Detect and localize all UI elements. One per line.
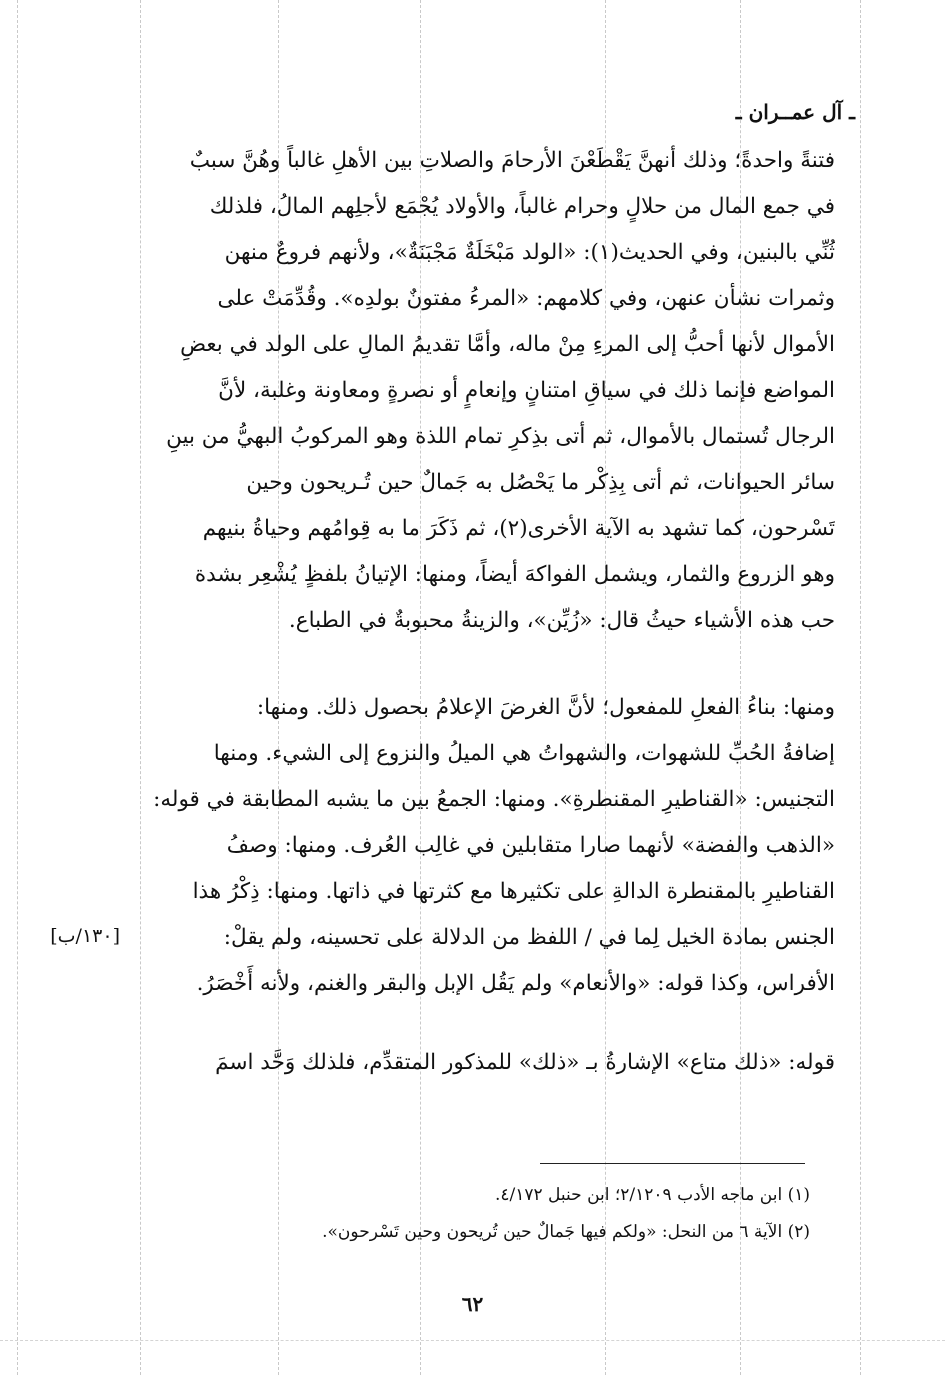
text-line: فتنةً واحدةً؛ وذلك أنهنَّ يَقْطَعْنَ الأرحامَ والصلاتِ بين الأهلِ غالباً وهُنَّ سببٌ: [189, 148, 835, 173]
text-line: الجنس بمادة الخيل لِما في / اللفظ من الدلالة على تحسينه، ولم يقلْ:: [223, 925, 835, 950]
text-line: قوله: «ذلك متاع» الإشارةُ بـ «ذلك» للمذكور المتقدِّم، فلذلك وَحَّد اسمَ: [215, 1050, 835, 1075]
paragraph: [110, 685, 835, 1007]
text-line: «الذهب والفضة» لأنهما صارا متقابلين في غالِب العُرف. ومنها: وصفُ: [226, 833, 835, 858]
text-line: القناطيرِ بالمقنطرة الدالةِ على تكثيرها مع كثرتها في ذاتها. ومنها: ذِكْرُ هذا: [192, 879, 835, 904]
text-line: الرجال تُستمال بالأموال، ثم أتى بذِكرِ تمام اللذة وهو المركوبُ البهيُّ من بينِ: [166, 424, 835, 449]
text-line: ومنها: بناءُ الفعلِ للمفعول؛ لأنَّ الغرضَ الإعلامُ بحصول ذلك. ومنها:: [256, 695, 835, 720]
running-header: ـ آل عمــران ـ: [735, 100, 855, 124]
paragraph: [110, 138, 835, 644]
footnote: (٢) الآية ٦ من النحل: «ولكم فيها جَمالٌ حين تُريحون وحين تَسْرحون».: [322, 1222, 810, 1242]
text-line: حب هذه الأشياء حيثُ قال: «زُيِّن»، والزينةُ محبوبةٌ في الطباع.: [288, 608, 835, 633]
text-line: الأفراس، وكذا قوله: «والأنعام» ولم يَقُل الإبل والبقر والغنم، ولأنه أَخْصَرُ.: [196, 971, 835, 996]
page-number: ٦٢: [461, 1292, 484, 1316]
text-line: المواضع فإنما ذلك في سياقِ امتنانٍ وإنعامٍ أو نصرةٍ ومعاونة وغلبة، لأنَّ: [218, 378, 835, 403]
text-line: وثمرات نشأن عنهن، وفي كلامهم: «المرءُ مفتونٌ بولدِه». وقُدِّمَتْ على: [217, 286, 835, 311]
text-line: سائر الحيوانات، ثم أتى بِذِكْر ما يَحْصُل به جَمالٌ حين تُـريحون وحين: [246, 470, 835, 495]
manuscript-folio-note: [١٣٠/ب]: [50, 925, 120, 947]
text-line: التجنيس: «القناطيرِ المقنطرةِ». ومنها: الجمعُ بين ما يشبه المطابقة في قوله:: [153, 787, 835, 812]
text-line: ثُنِّي بالبنين، وفي الحديث(١): «الولد مَبْخَلَةٌ مَجْبَنَةٌ»، ولأنهم فروعٌ منهن: [224, 240, 835, 265]
text-line: إضافةُ الحُبِّ للشهوات، والشهواتُ هي الميلُ والنزوع إلى الشيء. ومنها: [213, 741, 835, 766]
footnote: (١) ابن ماجه الأدب ٢/١٢٠٩؛ ابن حنبل ٤/١٧٢.: [494, 1185, 810, 1205]
footnote-separator: [540, 1163, 805, 1164]
paragraph: [110, 1040, 835, 1086]
text-line: في جمع المال من حلالٍ وحرام غالباً، والأولاد يُجْمَع لأجلِهم المالُ، فلذلك: [209, 194, 835, 219]
text-line: وهو الزروع والثمار، ويشمل الفواكهَ أيضاً، ومنها: الإتيانُ بلفظٍ يُشْعِر بشدة: [194, 562, 835, 587]
text-line: الأموال لأنها أحبُّ إلى المرءِ مِنْ ماله، وأمَّا تقديمُ المالِ على الولد في بعضِ: [180, 332, 835, 357]
text-line: تَسْرحون، كما تشهد به الآية الأخرى(٢)، ثم ذَكَرَ ما به قِوامُهم وحياةُ بنيهم: [202, 516, 835, 541]
